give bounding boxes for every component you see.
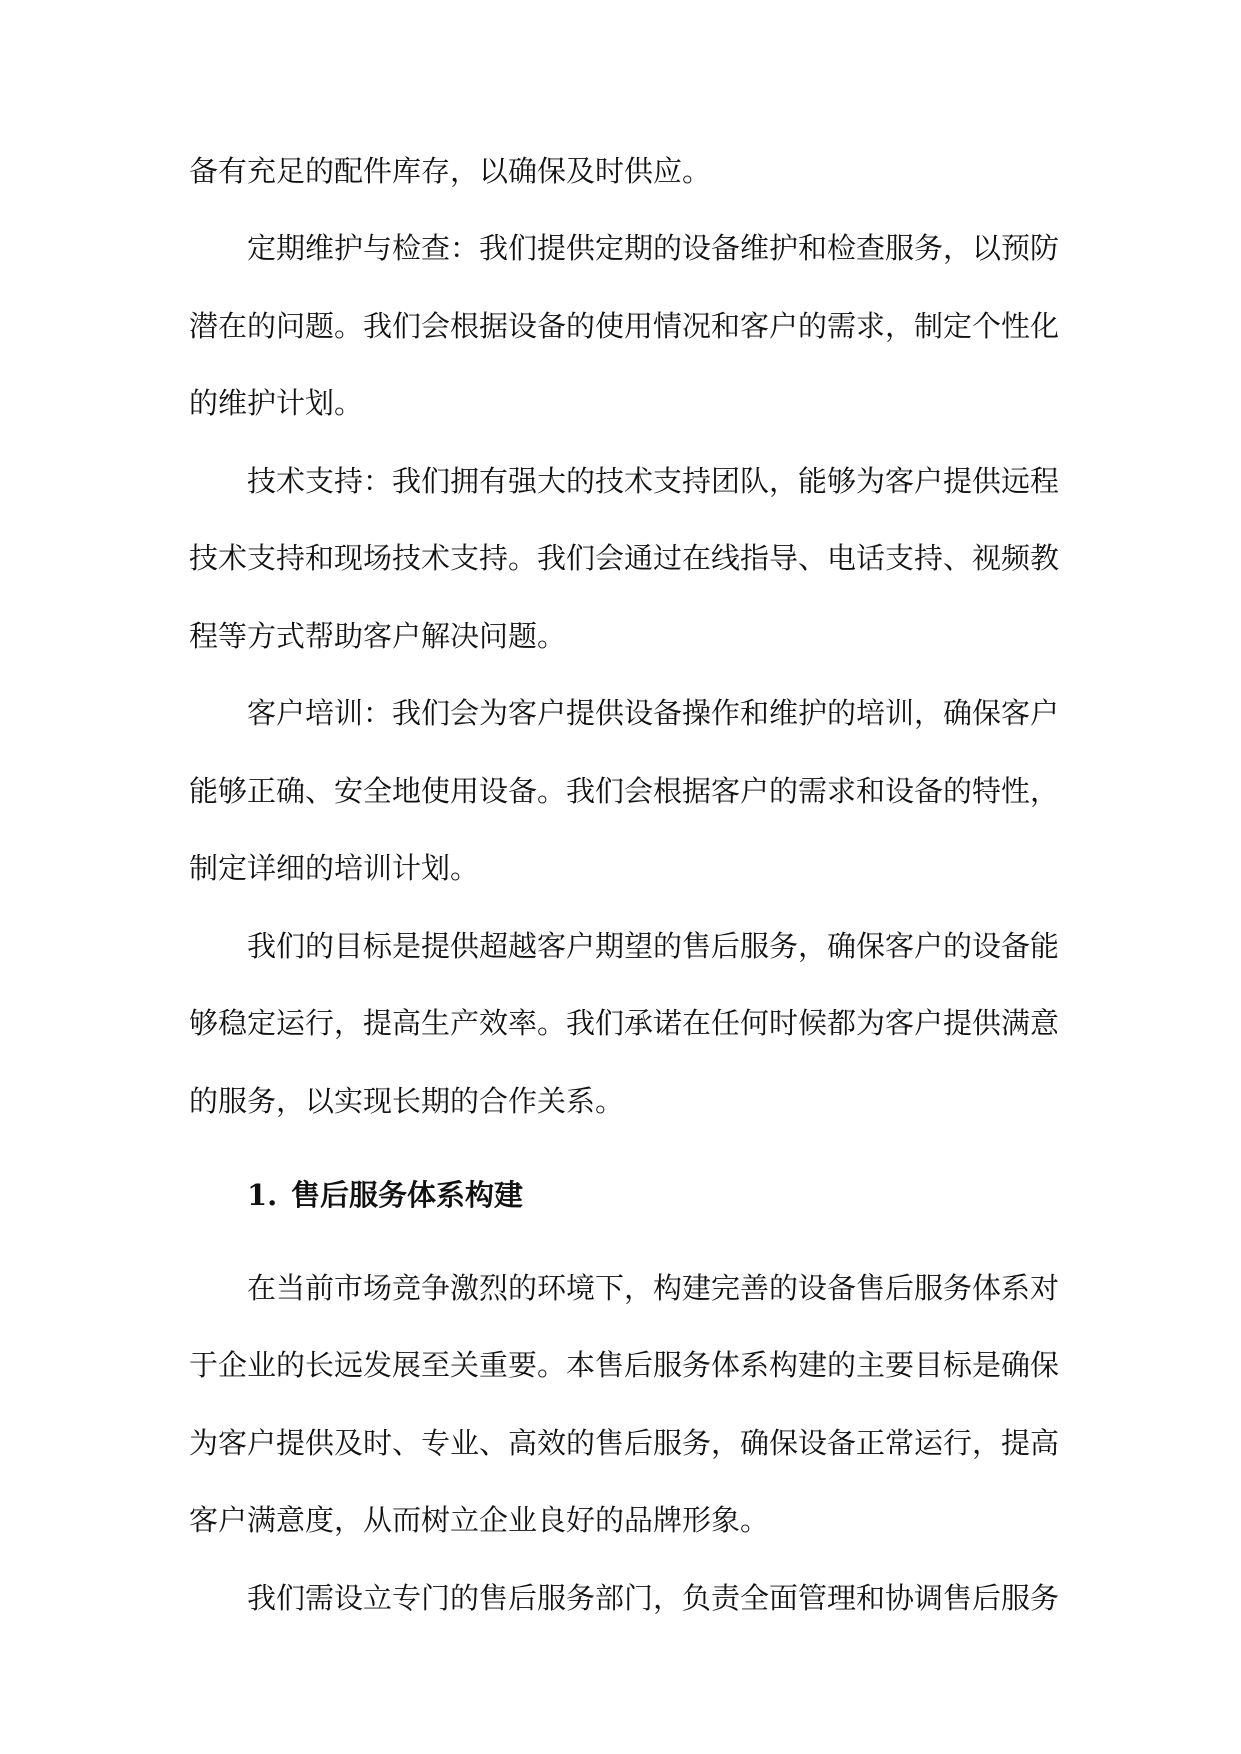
paragraph-line: 制定详细的培训计划。 [189, 851, 480, 885]
paragraph-line: 在当前市场竞争激烈的环境下，构建完善的设备售后服务体系对 [247, 1271, 1059, 1305]
paragraph-line: 够稳定运行，提高生产效率。我们承诺在任何时候都为客户提供满意 [189, 1006, 1059, 1040]
paragraph-line: 潜在的问题。我们会根据设备的使用情况和客户的需求，制定个性化 [189, 309, 1059, 343]
paragraph-line: 备有充足的配件库存，以确保及时供应。 [189, 154, 712, 188]
paragraph-line: 我们的目标是提供超越客户期望的售后服务，确保客户的设备能 [247, 929, 1059, 963]
section-heading [247, 1175, 1059, 1215]
section-number: 1. [247, 1178, 278, 1212]
paragraph-line: 技术支持和现场技术支持。我们会通过在线指导、电话支持、视频教 [189, 541, 1059, 575]
paragraph-line: 为客户提供及时、专业、高效的售后服务，确保设备正常运行，提高 [189, 1426, 1059, 1460]
paragraph-line: 技术支持：我们拥有强大的技术支持团队，能够为客户提供远程 [247, 464, 1059, 498]
paragraph-line: 的维护计划。 [189, 386, 364, 420]
paragraph-line: 客户满意度，从而树立企业良好的品牌形象。 [189, 1503, 770, 1537]
paragraph-line: 能够正确、安全地使用设备。我们会根据客户的需求和设备的特性， [189, 774, 1059, 808]
paragraph-line: 于企业的长远发展至关重要。本售后服务体系构建的主要目标是确保 [189, 1348, 1059, 1382]
paragraph-line: 客户培训：我们会为客户提供设备操作和维护的培训，确保客户 [247, 696, 1059, 730]
paragraph-line: 我们需设立专门的售后服务部门，负责全面管理和协调售后服务 [247, 1581, 1059, 1615]
paragraph-line: 程等方式帮助客户解决问题。 [189, 619, 567, 653]
paragraph-line: 的服务，以实现长期的合作关系。 [189, 1084, 625, 1118]
paragraph-line: 定期维护与检查：我们提供定期的设备维护和检查服务，以预防 [247, 231, 1059, 265]
section-title: 售后服务体系构建 [291, 1178, 524, 1212]
